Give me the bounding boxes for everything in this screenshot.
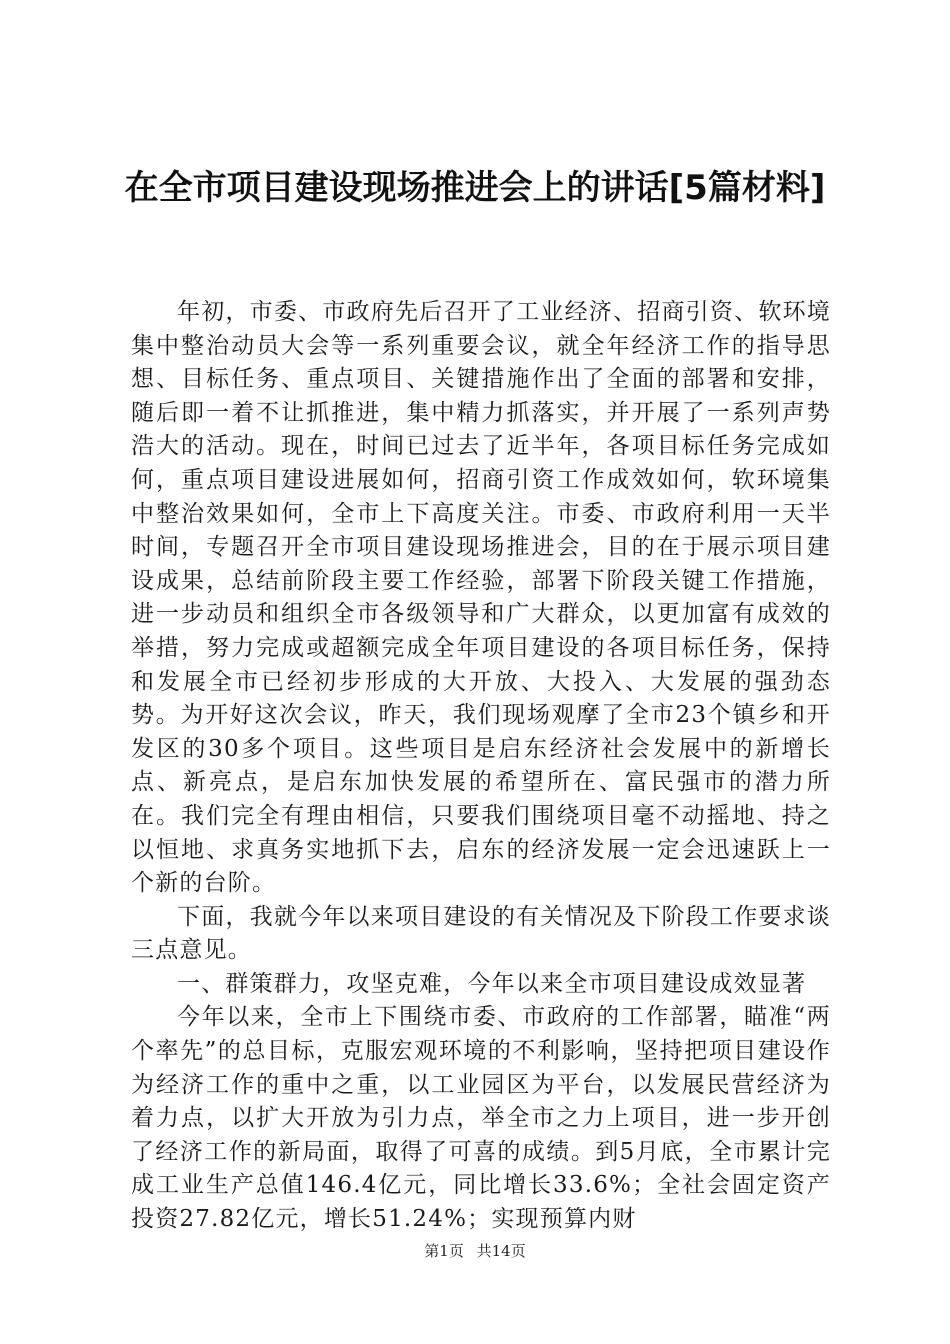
page-total: 共14页 bbox=[476, 1242, 526, 1260]
paragraph: 今年以来，全市上下围绕市委、市政府的工作部署，瞄准“两个率先”的总目标，克服宏观环境的不利影响，坚持把项目建设作为经济工作的重中之重，以工业园区为平台，以发展民营经济为着力点，以扩大开放为引力点，举全市之力上项目，进一步开创了经济工作的新局面，取得了可喜的成绩。到5月底，全市累计完成工业生产总值146.4亿元，同比增长33.6%；全社会固定资产投资27.82亿元，增长51.24%；实现预算内财 bbox=[131, 1004, 831, 1233]
paragraph: 年初，市委、市政府先后召开了工业经济、招商引资、软环境集中整治动员大会等一系列重要会议，就全年经济工作的指导思想、目标任务、重点项目、关键措施作出了全面的部署和安排，随后即一着不让抓推进，集中精力抓落实，并开展了一系列声势浩大的活动。现在，时间已过去了近半年，各项目标任务完成如何，重点项目建设进展如何，招商引资工作成效如何，软环境集中整治效果如何，全市上下高度关注。市委、市政府利用一天半时间，专题召开全市项目建设现场推进会，目的在于展示项目建设成果，总结前阶段主要工作经验，部署下阶段关键工作措施，进一步动员和组织全市各级领导和广大群众，以更加富有成效的举措，努力完成或超额完成全年项目建设的各项目标任务，保持和发展全市已经初步形成的大开放、大投入、大发展的强劲态势。为开好这次会议，昨天，我们现场观摩了全市23个镇乡和开发区的30多个项目。这些项目是启东经济社会发展中的新增长点、新亮点，是启东加快发展的希望所在、富民强市的潜力所在。我们完全有理由相信，只要我们围绕项目毫不动摇地、持之以恒地、求真务实地抓下去，启东的经济发展一定会迅速跃上一个新的台阶。 bbox=[131, 299, 831, 897]
page-number: 第1页 bbox=[424, 1242, 464, 1260]
document-title: 在全市项目建设现场推进会上的讲话[5篇材料] bbox=[124, 168, 826, 208]
page-footer bbox=[0, 1240, 950, 1261]
paragraph: 下面，我就今年以来项目建设的有关情况及下阶段工作要求谈三点意见。 bbox=[131, 903, 831, 964]
section-heading: 一、群策群力，攻坚克难，今年以来全市项目建设成效显著 bbox=[177, 970, 807, 997]
document-body bbox=[131, 296, 831, 1237]
